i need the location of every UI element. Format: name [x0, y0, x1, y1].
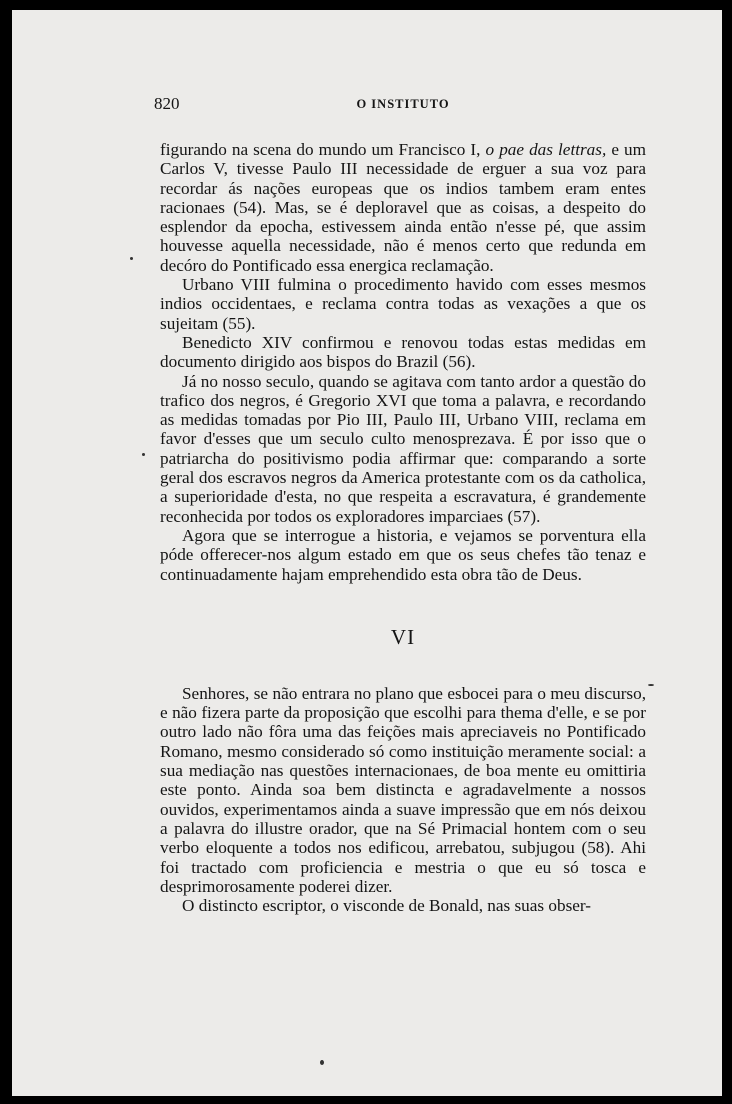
running-title: O INSTITUTO: [356, 97, 450, 111]
section-heading: VI: [390, 624, 416, 649]
paragraph: Já no nosso seculo, quando se agitava com tanto ardor a questão do trafico dos negros, é Gregorio XVI que toma a palavra, e recordando as medidas tomadas por Pio III, Paulo III, Urbano VIII, reclama em favor d'esses que um seculo culto menosprezava. É por isso que o patriarcha do positivismo podia affirmar que: comparando a sorte geral dos escravos negros da America protestante com os da catholica, a superioridade d'esta, no que respeita a escravatura, é grandemente reconhecida por todos os exploradores imparciaes (57).: [160, 371, 646, 526]
body-text: [160, 140, 646, 915]
paragraph: Agora que se interrogue a historia, e vejamos se porventura ella póde offerecer-nos algum estado em que os seus chefes tão tenaz e continuadamente hajam emprehendido esta obra tão de Deus.: [160, 525, 646, 584]
paragraph-text: figurando na scena do mundo um Francisco I,: [160, 140, 486, 159]
book-page: [154, 94, 647, 916]
italic-phrase: o pae das lettras,: [485, 140, 607, 159]
ink-speck: [130, 257, 133, 260]
ink-speck: [648, 684, 654, 686]
page-number: 820: [154, 94, 180, 113]
paragraph: [160, 140, 646, 275]
paragraph: Senhores, se não entrara no plano que esbocei para o meu discurso, e não fizera parte da proposição que escolhi para thema d'elle, e se por outro lado não fôra uma das feições mais apreciaveis no Pontificado Romano, mesmo considerado só como instituição meramente social: a sua mediação nas questões internacionaes, de boa mente eu omittiria este ponto. Ainda soa bem distincta e agradavelmente a nossos ouvidos, experimentamos ainda a suave impressão que em nós deixou a palavra do illustre orador, que na Sé Primacial hontem com o seu verbo eloquente a todos nos edificou, arrebatou, subjugou (58). Ahi foi tractado com proficiencia e mestria o que eu só tosca e desprimorosamente poderei dizer.: [160, 683, 646, 896]
page-header: [154, 94, 646, 118]
paragraph: O distincto escriptor, o visconde de Bonald, nas suas obser-: [182, 896, 591, 916]
paragraph: Benedicto XIV confirmou e renovou todas estas medidas em documento dirigido aos bispos do Brazil (56).: [160, 332, 646, 372]
scanned-page: [12, 10, 722, 1096]
ink-speck: [320, 1060, 324, 1065]
paragraph: Urbano VIII fulmina o procedimento havido com esses mesmos indios occidentaes, e reclama contra todas as vexações a que os sujeitam (55).: [160, 275, 646, 333]
paragraph-text: e um Carlos V, tivesse Paulo III necessidade de erguer a sua voz para recordar ás nações europeas que os indios tambem eram entes racionaes (54). Mas, se é deploravel que as coisas, a despeito do esplendor da epocha, estivessem ainda então n'esse pé, que assim houvesse aquella necessidade, não é menos certo que redunda em decóro do Pontificado essa energica reclamação.: [160, 140, 647, 275]
ink-speck: [142, 453, 145, 456]
